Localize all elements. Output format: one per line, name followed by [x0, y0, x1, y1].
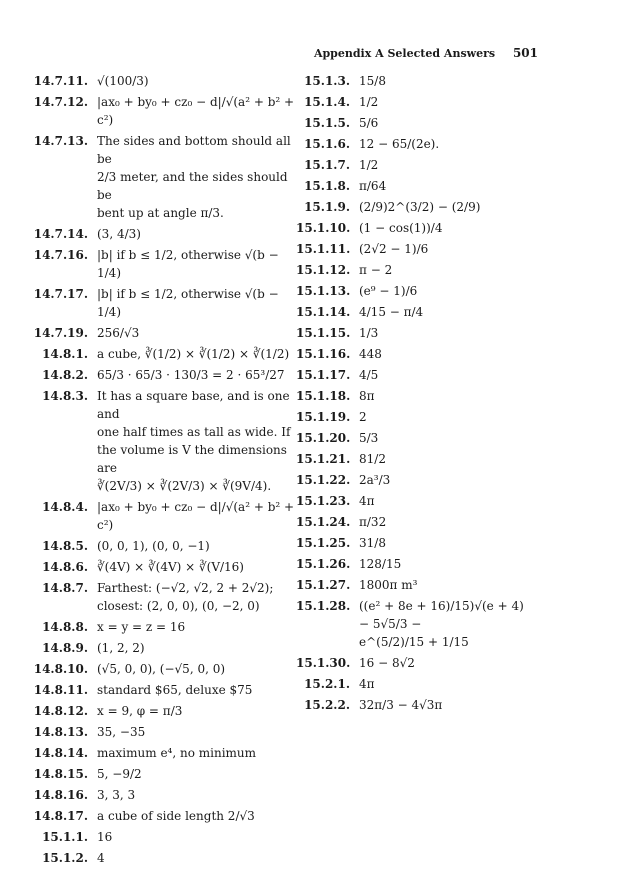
answer-number: 14.8.15.	[33, 767, 88, 781]
answer-text: π − 2	[359, 263, 393, 277]
answer-entry	[296, 93, 528, 111]
answer-number: 14.8.4.	[42, 500, 88, 514]
answer-text: 128/15	[359, 557, 402, 571]
answer-entry	[296, 240, 528, 258]
answer-number: 15.1.2.	[42, 851, 88, 865]
answer-number: 15.1.22.	[296, 473, 351, 487]
answer-number: 14.7.19.	[33, 326, 88, 340]
answer-text: x = 9, φ = π/3	[97, 704, 183, 718]
answer-entry	[14, 387, 304, 495]
answer-entry	[296, 654, 528, 672]
answer-entry	[14, 618, 304, 636]
answer-entry	[296, 450, 528, 468]
answer-entry	[296, 72, 528, 90]
answer-text: √(100/3)	[97, 74, 149, 88]
answer-number: 14.8.7.	[42, 581, 88, 595]
answer-text: |ax₀ + by₀ + cz₀ − d|/√(a² + b² + c²)	[97, 95, 295, 127]
answer-number: 15.1.15.	[296, 326, 351, 340]
answer-number: 15.1.4.	[304, 95, 350, 109]
answer-entry	[296, 471, 528, 489]
answer-number: 15.1.10.	[296, 221, 351, 235]
answer-text: 16 − 8√2	[359, 656, 415, 670]
answer-number: 15.1.28.	[296, 599, 351, 613]
answer-number: 14.8.8.	[42, 620, 88, 634]
left-answer-column	[14, 72, 304, 870]
answer-number: 15.1.12.	[296, 263, 351, 277]
answer-text: a cube of side length 2/√3	[97, 809, 255, 823]
answer-entry	[296, 156, 528, 174]
answer-number: 15.1.11.	[296, 242, 351, 256]
answer-entry	[14, 366, 304, 384]
answer-number: 14.8.11.	[33, 683, 88, 697]
answer-number: 15.2.1.	[304, 677, 350, 691]
answer-number: 15.1.26.	[296, 557, 351, 571]
running-title: Appendix A Selected Answers	[313, 47, 496, 60]
answer-entry	[14, 498, 304, 534]
answer-number: 15.1.5.	[304, 116, 350, 130]
answer-entry	[14, 132, 304, 222]
answer-number: 14.8.9.	[42, 641, 88, 655]
answer-text: 4/15 − π/4	[359, 305, 424, 319]
answer-text: 4π	[359, 494, 375, 508]
answer-entry	[296, 675, 528, 693]
answer-number: 15.1.14.	[296, 305, 351, 319]
answer-text: (2/9)2^(3/2) − (2/9)	[359, 200, 481, 214]
answer-entry	[14, 579, 304, 615]
answer-entry	[296, 261, 528, 279]
answer-entry	[14, 285, 304, 321]
answer-entry	[296, 366, 528, 384]
answer-number: 15.1.3.	[304, 74, 350, 88]
answer-entry	[14, 93, 304, 129]
answer-text: |ax₀ + by₀ + cz₀ − d|/√(a² + b² + c²)	[97, 500, 295, 532]
answer-text: 4	[97, 851, 105, 865]
answer-number: 14.8.2.	[42, 368, 88, 382]
answer-entry	[14, 765, 304, 783]
answer-entry	[296, 492, 528, 510]
answer-entry	[14, 681, 304, 699]
answer-number: 14.7.17.	[33, 287, 88, 301]
answer-number: 15.1.7.	[304, 158, 350, 172]
answer-text: π/32	[359, 515, 387, 529]
answer-entry	[14, 558, 304, 576]
answer-text: (e⁹ − 1)/6	[359, 284, 418, 298]
answer-entry	[14, 537, 304, 555]
answer-number: 15.1.1.	[42, 830, 88, 844]
right-answer-column	[296, 72, 528, 717]
answer-entry	[14, 72, 304, 90]
answer-text: 32π/3 − 4√3π	[359, 698, 443, 712]
answer-number: 14.8.16.	[33, 788, 88, 802]
answer-number: 15.1.13.	[296, 284, 351, 298]
answer-text: (0, 0, 1), (0, 0, −1)	[97, 539, 210, 553]
answer-entry	[296, 135, 528, 153]
answer-number: 14.8.17.	[33, 809, 88, 823]
answer-number: 14.8.12.	[33, 704, 88, 718]
answer-text: 1/3	[359, 326, 379, 340]
answer-number: 15.1.17.	[296, 368, 351, 382]
answer-text: 12 − 65/(2e).	[359, 137, 440, 151]
answer-text: (2√2 − 1)/6	[359, 242, 429, 256]
answer-text: (√5, 0, 0), (−√5, 0, 0)	[97, 662, 226, 676]
page-number: 501	[512, 46, 538, 60]
answer-entry	[14, 246, 304, 282]
answer-number: 15.1.30.	[296, 656, 351, 670]
answer-entry	[14, 786, 304, 804]
answer-text: 256/√3	[97, 326, 140, 340]
answer-number: 14.7.16.	[33, 248, 88, 262]
answer-entry	[14, 639, 304, 657]
answer-number: 15.1.8.	[304, 179, 350, 193]
answer-text: ∛(4V) × ∛(4V) × ∛(V/16)	[97, 560, 244, 574]
answer-number: 15.1.27.	[296, 578, 351, 592]
answer-entry	[296, 387, 528, 405]
answer-text: 1800π m³	[359, 578, 418, 592]
answer-text: 65/3 · 65/3 · 130/3 = 2 · 65³/27	[97, 368, 285, 382]
answer-entry	[296, 429, 528, 447]
answer-entry	[296, 576, 528, 594]
running-header	[0, 46, 538, 60]
answer-text: 16	[97, 830, 113, 844]
answer-number: 14.8.13.	[33, 725, 88, 739]
answer-text: The sides and bottom should all be 2/3 meter, and the sides should be bent up at angle π/3.	[97, 134, 291, 220]
answer-text: 1/2	[359, 95, 379, 109]
answer-text: It has a square base, and is one and one half times as tall as wide. If the volume is V the dimensions are ∛(2V/3) × ∛(2V/3) × ∛(9V/4).	[97, 389, 291, 493]
answer-number: 15.1.23.	[296, 494, 351, 508]
answer-text: 8π	[359, 389, 375, 403]
answer-text: |b| if b ≤ 1/2, otherwise √(b − 1/4)	[97, 287, 279, 319]
answer-number: 14.8.6.	[42, 560, 88, 574]
answer-entry	[14, 702, 304, 720]
answer-entry	[296, 408, 528, 426]
answer-entry	[296, 696, 528, 714]
answer-text: a cube, ∛(1/2) × ∛(1/2) × ∛(1/2)	[97, 347, 290, 361]
answer-entry	[296, 303, 528, 321]
answer-entry	[296, 177, 528, 195]
answer-text: ((e² + 8e + 16)/15)√(e + 4) − 5√5/3 − e^(5/2)/15 + 1/15	[359, 599, 524, 649]
answer-number: 15.2.2.	[304, 698, 350, 712]
answer-entry	[14, 828, 304, 846]
answer-text: 2a³/3	[359, 473, 391, 487]
answer-entry	[296, 534, 528, 552]
answer-text: 31/8	[359, 536, 386, 550]
answer-entry	[296, 597, 528, 651]
answer-entry	[14, 744, 304, 762]
answer-text: π/64	[359, 179, 387, 193]
answer-text: |b| if b ≤ 1/2, otherwise √(b − 1/4)	[97, 248, 279, 280]
answer-text: 1/2	[359, 158, 379, 172]
answer-number: 15.1.20.	[296, 431, 351, 445]
answer-entry	[14, 849, 304, 867]
answer-number: 14.7.14.	[33, 227, 88, 241]
answer-text: 4π	[359, 677, 375, 691]
answer-entry	[296, 345, 528, 363]
answer-entry	[296, 114, 528, 132]
answer-entry	[296, 324, 528, 342]
answer-number: 14.7.12.	[33, 95, 88, 109]
answer-text: 4/5	[359, 368, 379, 382]
answer-text: 15/8	[359, 74, 386, 88]
answer-text: Farthest: (−√2, √2, 2 + 2√2); closest: (2, 0, 0), (0, −2, 0)	[97, 581, 274, 613]
answer-text: 3, 3, 3	[97, 788, 136, 802]
answer-number: 14.8.1.	[42, 347, 88, 361]
answer-entry	[296, 282, 528, 300]
answer-number: 15.1.24.	[296, 515, 351, 529]
answer-text: 5/3	[359, 431, 379, 445]
answer-text: (1, 2, 2)	[97, 641, 145, 655]
answer-entry	[296, 219, 528, 237]
answer-entry	[14, 345, 304, 363]
answer-entry	[14, 225, 304, 243]
answer-entry	[14, 324, 304, 342]
answer-number: 15.1.9.	[304, 200, 350, 214]
answer-entry	[14, 807, 304, 825]
answer-number: 15.1.16.	[296, 347, 351, 361]
answer-text: 2	[359, 410, 367, 424]
answer-text: maximum e⁴, no minimum	[97, 746, 257, 760]
answer-text: 448	[359, 347, 382, 361]
answer-text: (1 − cos(1))/4	[359, 221, 443, 235]
answer-number: 15.1.6.	[304, 137, 350, 151]
answer-number: 14.7.11.	[33, 74, 88, 88]
answer-text: standard $65, deluxe $75	[97, 683, 253, 697]
answer-entry	[296, 513, 528, 531]
answer-number: 14.7.13.	[33, 134, 88, 148]
answer-text: 5, −9/2	[97, 767, 142, 781]
answer-text: (3, 4/3)	[97, 227, 141, 241]
answer-entry	[14, 723, 304, 741]
answer-number: 14.8.14.	[33, 746, 88, 760]
answer-number: 15.1.19.	[296, 410, 351, 424]
answer-number: 14.8.10.	[33, 662, 88, 676]
answer-number: 15.1.25.	[296, 536, 351, 550]
answer-number: 14.8.3.	[42, 389, 88, 403]
answer-text: 5/6	[359, 116, 379, 130]
answer-entry	[14, 660, 304, 678]
answer-text: 35, −35	[97, 725, 146, 739]
answer-number: 15.1.18.	[296, 389, 351, 403]
answer-entry	[296, 555, 528, 573]
answer-number: 14.8.5.	[42, 539, 88, 553]
answer-entry	[296, 198, 528, 216]
answer-text: 81/2	[359, 452, 386, 466]
answer-text: x = y = z = 16	[97, 620, 186, 634]
answer-number: 15.1.21.	[296, 452, 351, 466]
